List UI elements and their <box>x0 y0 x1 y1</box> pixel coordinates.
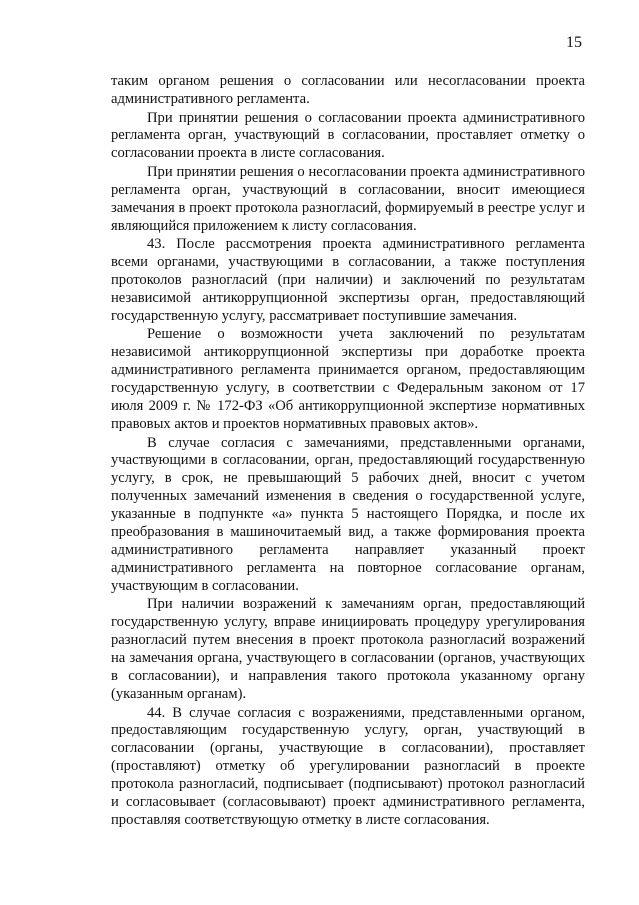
document-body <box>111 73 585 831</box>
page-number: 15 <box>566 34 582 51</box>
paragraph-agreement-with-remarks: В случае согласия с замечаниями, представленными органами, участвующими в согласовании, орган, предоставляющий государственную услугу, в срок, не превышающий 5 рабочих дней, вносит с учетом полученных замечаний изменения в сведения о государственной услуге, указанные в подпункте «а» пункта 5 настоящего Порядка, и после их преобразования в машиночитаемый вид, а также формирования проекта административного регламента направляет указанный проект административного регламента на повторное согласование органам, участвующим в согласовании. <box>111 434 585 594</box>
paragraph-approval-mark: При принятии решения о согласовании проекта административного регламента орган, участвующий в согласовании, проставляет отметку о согласовании проекта в листе согласования. <box>111 109 585 162</box>
paragraph-continuation: таким органом решения о согласовании или несогласовании проекта административного регламента. <box>111 73 585 107</box>
paragraph-disagreement-remarks: При принятии решения о несогласовании проекта административного регламента орган, участвующий в согласовании, вносит имеющиеся замечания в проект протокола разногласий, формируемый в реестре услуг и являющийся приложением к листу согласования. <box>111 163 585 234</box>
paragraph-anticorruption-expertise: Решение о возможности учета заключений по результатам независимой антикоррупционной экспертизы при доработке проекта административного регламента принимается органом, предоставляющим государственную услугу, в соответствии с Федеральным законом от 17 июля 2009 г. № 172-ФЗ «Об антикоррупционной экспертизе нормативных правовых актов и проектов нормативных правовых актов». <box>111 326 585 432</box>
paragraph-item-43: 43. После рассмотрения проекта административного регламента всеми органами, участвующими в согласовании, а также поступления протоколов разногласий (при наличии) и заключений по результатам независимой антикоррупционной экспертизы орган, предоставляющий государственную услугу, рассматривает поступившие замечания. <box>111 236 585 324</box>
paragraph-item-44: 44. В случае согласия с возражениями, представленными органом, предоставляющим государственную услугу, орган, участвующий в согласовании (органы, участвующие в согласовании), проставляет (проставляют) отметку об урегулировании разногласий в проекте протокола разногласий, подписывает (подписывают) протокол разногласий и согласовывает (согласовывают) проект административного регламента, проставляя соответствующую отметку в листе согласования. <box>111 704 585 828</box>
paragraph-objections: При наличии возражений к замечаниям орган, предоставляющий государственную услугу, вправе инициировать процедуру урегулирования разногласий путем внесения в проект протокола разногласий возражений на замечания органа, участвующего в согласовании (органов, участвующих в согласовании), и направления такого протокола указанному органу (указанным органам). <box>111 596 585 702</box>
